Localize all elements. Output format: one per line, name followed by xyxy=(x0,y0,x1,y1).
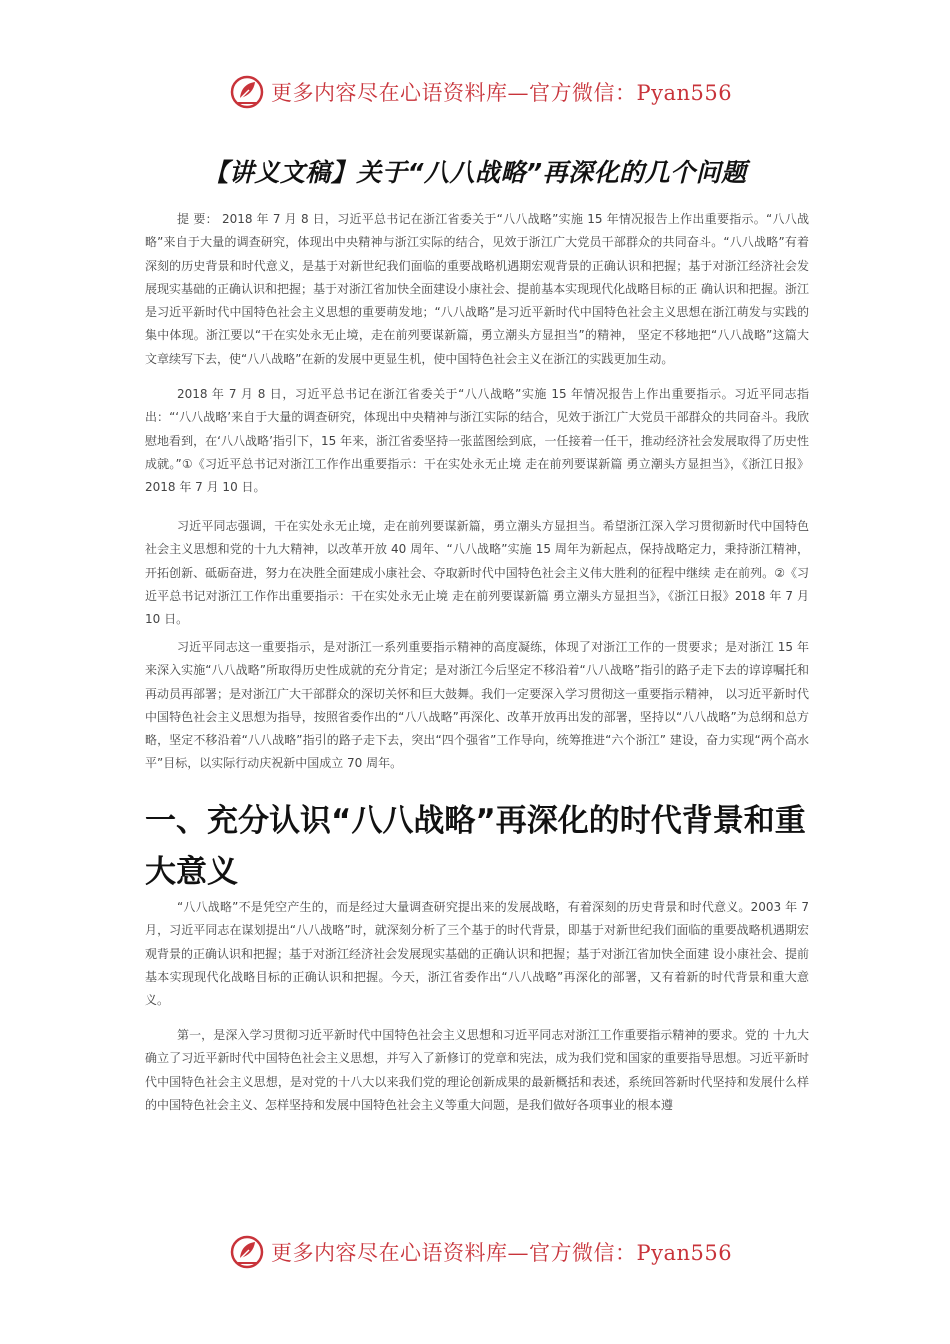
banner-text: 更多内容尽在心语资料库—官方微信：Pyan556 xyxy=(271,1241,733,1265)
body-paragraph: 习近平同志这一重要指示，是对浙江一系列重要指示精神的高度凝练，体现了对浙江工作的一贯要求；是对浙江 15 年来深入实施“八八战略”所取得历史性成就的充分肯定；是对浙江今后坚定不移沿着“八八战略”指引的路子走下去的谆谆嘱托和再动员再部署；是对浙江广大干部群众的深切关怀和巨大鼓舞。我们一定要深入学习贯彻这一重要指示精神， 以习近平新时代中国特色社会主义思想为指导，按照省委作出的“八八战略”再深化、改革开放再出发的部署，坚持以“八八战略”为总纲和总方略，坚定不移沿着“八八战略”指引的路子走下去，突出“四个强省”工作导向，统筹推进“六个浙江” 建设，奋力实现“两个高水平”目标，以实际行动庆祝新中国成立 70 周年。 xyxy=(145,640,809,771)
footer-banner xyxy=(229,1232,732,1272)
abstract-paragraph: 提 要： 2018 年 7 月 8 日，习近平总书记在浙江省委关于“八八战略”实施 15 年情况报告上作出重要指示。“八八战略”来自于大量的调查研究，体现出中央精神与浙江实际的结合，见效于浙江广大党员干部群众的共同奋斗。“八八战略”有着深刻的历史背景和时代意义，是基于对新世纪我们面临的重要战略机遇期宏观背景的正确认识和把握；基于对浙江经济社会发展现实基础的正确认识和把握；基于对浙江省加快全面建设小康社会、提前基本实现现代化战略目标的正 确认识和把握。浙江是习近平新时代中国特色社会主义思想的重要萌发地；“八八战略”是习近平新时代中国特色社会主义思想在浙江萌发与实践的集中体现。浙江要以“干在实处永无止境，走在前列要谋新篇，勇立潮头方显担当”的精神， 坚定不移地把“八八战略”这篇大文章续写下去，使“八八战略”在新的发展中更显生机，使中国特色社会主义在浙江的实践更加生动。 xyxy=(145,212,809,366)
body-paragraph: 习近平同志强调，干在实处永无止境，走在前列要谋新篇，勇立潮头方显担当。希望浙江深入学习贯彻新时代中国特色社会主义思想和党的十九大精神，以改革开放 40 周年、“八八战略”实施 15 周年为新起点，保持战略定力，秉持浙江精神，开拓创新、砥砺奋进，努力在决胜全面建成小康社会、夺取新时代中国特色社会主义伟大胜利的征程中继续 走在前列。②《习近平总书记对浙江工作作出重要指示：干在实处永无止境 走在前列要谋新篇 勇立潮头方显担当》，《浙江日报》2018 年 7 月 10 日。 xyxy=(145,519,809,627)
section-paragraph: “八八战略”不是凭空产生的，而是经过大量调查研究提出来的发展战略，有着深刻的历史背景和时代意义。2003 年 7 月，习近平同志在谋划提出“八八战略”时，就深刻分析了三个基于的时代背景，即基于对新世纪我们面临的重要战略机遇期宏观背景的正确认识和把握；基于对浙江经济社会发展现实基础的正确认识和把握；基于对浙江省加快全面建 设小康社会、提前基本实现现代化战略目标的正确认识和把握。今天，浙江省委作出“八八战略”再深化的部署，又有着新的时代背景和重大意义。 xyxy=(145,900,809,1008)
body-paragraph: 2018 年 7 月 8 日，习近平总书记在浙江省委关于“八八战略”实施 15 年情况报告上作出重要指示。习近平同志指出：“‘八八战略’来自于大量的调查研究，体现出中央精神与浙江实际的结合，见效于浙江广大党员干部群众的共同奋斗。我欣慰地看到，在‘八八战略’指引下，15 年来，浙江省委坚持一张蓝图绘到底，一任接着一任干，推动经济社会发展取得了历史性成就。”①《习近平总书记对浙江工作作出重要指示：干在实处永无止境 走在前列要谋新篇 勇立潮头方显担当》，《浙江日报》2018 年 7 月 10 日。 xyxy=(145,387,809,495)
section-heading: 一、充分认识“八八战略”再深化的时代背景和重大意义 xyxy=(145,803,806,890)
red-leaf-book-logo-icon xyxy=(229,74,265,110)
document-title: 【讲义文稿】关于“八八战略”再深化的几个问题 xyxy=(203,157,747,187)
banner-text: 更多内容尽在心语资料库—官方微信：Pyan556 xyxy=(271,81,733,105)
section-paragraph: 第一，是深入学习贯彻习近平新时代中国特色社会主义思想和习近平同志对浙江工作重要指示精神的要求。党的 十九大确立了习近平新时代中国特色社会主义思想，并写入了新修订的党章和宪法，成为我们党和国家的重要指导思想。习近平新时代中国特色社会主义思想，是对党的十八大以来我们党的理论创新成果的最新概括和表述，系统回答新时代坚持和发展什么样的中国特色社会主义、怎样坚持和发展中国特色社会主义等重大问题，是我们做好各项事业的根本遵 xyxy=(145,1028,809,1112)
header-banner xyxy=(229,72,732,112)
red-leaf-book-logo-icon xyxy=(229,1234,265,1270)
